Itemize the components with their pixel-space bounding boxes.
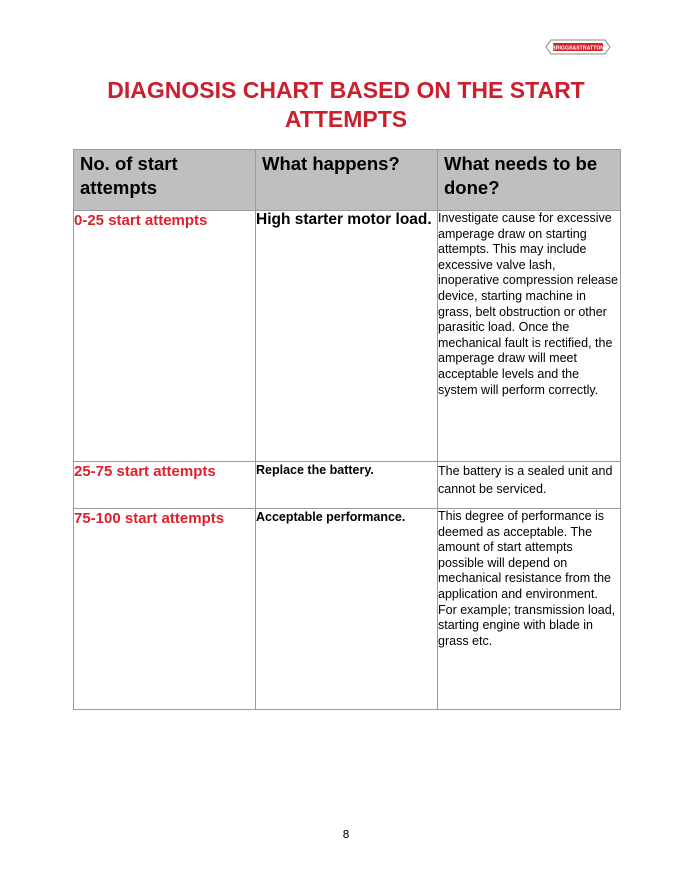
briggs-stratton-logo-icon bbox=[545, 38, 611, 56]
table-header-row bbox=[74, 150, 621, 211]
column-header-what-to-do: What needs to be done? bbox=[438, 150, 621, 211]
table-row bbox=[74, 211, 621, 462]
table-row bbox=[74, 509, 621, 710]
column-header-what-happens: What happens? bbox=[256, 150, 438, 211]
logo-text: BRIGGS&STRATTON bbox=[552, 45, 604, 52]
column-header-attempts: No. of start attempts bbox=[74, 150, 256, 211]
attempts-cell: 25-75 start attempts bbox=[74, 462, 256, 509]
what-to-do-cell: This degree of performance is deemed as acceptable. The amount of start attempts possible will depend on mechanical resistance from the application and environment. For example; transmission load, starting engine with blade in grass etc. bbox=[438, 509, 621, 710]
what-happens-cell: Acceptable performance. bbox=[256, 509, 438, 710]
what-to-do-cell: The battery is a sealed unit and cannot be serviced. bbox=[438, 462, 621, 509]
table-row bbox=[74, 462, 621, 509]
attempts-cell: 75-100 start attempts bbox=[74, 509, 256, 710]
what-happens-cell: Replace the battery. bbox=[256, 462, 438, 509]
diagnosis-table bbox=[73, 149, 621, 710]
attempts-cell: 0-25 start attempts bbox=[74, 211, 256, 462]
what-happens-cell: High starter motor load. bbox=[256, 211, 438, 462]
page-number: 8 bbox=[342, 828, 350, 841]
what-to-do-cell: Investigate cause for excessive amperage draw on starting attempts. This may include excessive valve lash, inoperative compression release device, starting machine in grass, belt obstruction or other parasitic load. Once the mechanical fault is rectified, the amperage draw will meet acceptable levels and the system will perform correctly. bbox=[438, 211, 621, 462]
page-title: DIAGNOSIS CHART BASED ON THE START ATTEMPTS bbox=[107, 77, 585, 132]
